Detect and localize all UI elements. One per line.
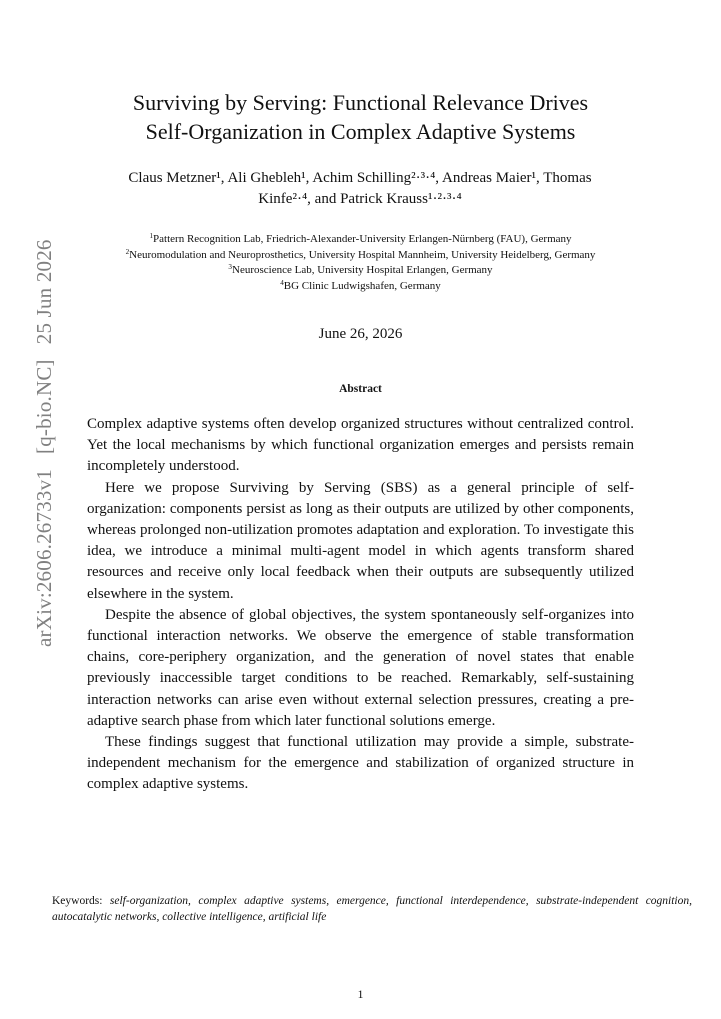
keywords-text: self-organization, complex adaptive systems, emergence, functional interdependence, substrate-independent cognition, autocatalytic networks, collective intelligence, artificial life [52, 895, 693, 923]
page-number: 1 [357, 987, 364, 1001]
affiliation-1: $^1$Pattern Recognition Lab, Friedrich-Alexander-University Erlangen-Nürnberg (FAU), Germany [149, 232, 572, 245]
keywords-label: Keywords: [52, 895, 103, 907]
keywords [52, 893, 692, 925]
abstract-paragraph-4: These findings suggest that functional utilization may provide a simple, substrate-independent mechanism for the emergence and stabilization of organized structure in complex adaptive systems. [87, 734, 634, 793]
paper-title [0, 88, 721, 146]
arxiv-category: [q-bio.NC] [32, 359, 56, 454]
abstract-paragraph-2: Here we propose Surviving by Serving (SBS) as a general principle of self-organization: components persist as long as their outputs are utilized by other components, whereas prolonged non-utilization promotes adaptation and exploration. To investigate this idea, we introduce a minimal multi-agent model in which agents transform shared resources and receive only local feedback when their outputs are subsequently utilized elsewhere in the system. [87, 479, 634, 602]
arxiv-sidebar-stamp [34, 239, 55, 647]
paper-date: June 26, 2026 [318, 326, 403, 342]
authors-line-2: Kinfe²·⁴, and Patrick Krauss¹·²·³·⁴ [258, 191, 462, 207]
title-line-2: Self-Organization in Complex Adaptive Systems [145, 119, 576, 144]
affiliation-2: $^2$Neuromodulation and Neuroprosthetics, University Hospital Mannheim, University Heidelberg, Germany [125, 247, 596, 261]
arxiv-id: arXiv:2606.26733v1 [32, 469, 56, 647]
abstract-heading: Abstract [339, 383, 382, 395]
affiliation-3: $^3$Neuroscience Lab, University Hospital Erlangen, Germany [228, 263, 493, 276]
authors-line-1: Claus Metzner¹, Ali Ghebleh¹, Achim Schilling²·³·⁴, Andreas Maier¹, Thomas [128, 170, 592, 186]
title-line-1: Surviving by Serving: Functional Relevance Drives [132, 90, 589, 115]
arxiv-date: 25 Jun 2026 [32, 239, 56, 345]
abstract-body [87, 414, 634, 796]
abstract-paragraph-3: Despite the absence of global objectives, the system spontaneously self-organizes into functional interaction networks. We observe the emergence of stable transformation chains, core-periphery organization, and the generation of novel states that enable previously inaccessible target conditions to be reached. Remarkably, self-sustaining interaction networks can arise even without external selection pressures, creating a pre-adaptive search phase from which later functional solutions emerge. [87, 606, 634, 729]
affiliation-4: $^4$BG Clinic Ludwigshafen, Germany [280, 278, 441, 292]
affiliations [0, 232, 721, 294]
author-list [60, 168, 660, 210]
abstract-paragraph-1: Complex adaptive systems often develop organized structures without centralized control. Yet the local mechanisms by which functional organization emerges and persists remain incompletely understood. [87, 416, 634, 475]
